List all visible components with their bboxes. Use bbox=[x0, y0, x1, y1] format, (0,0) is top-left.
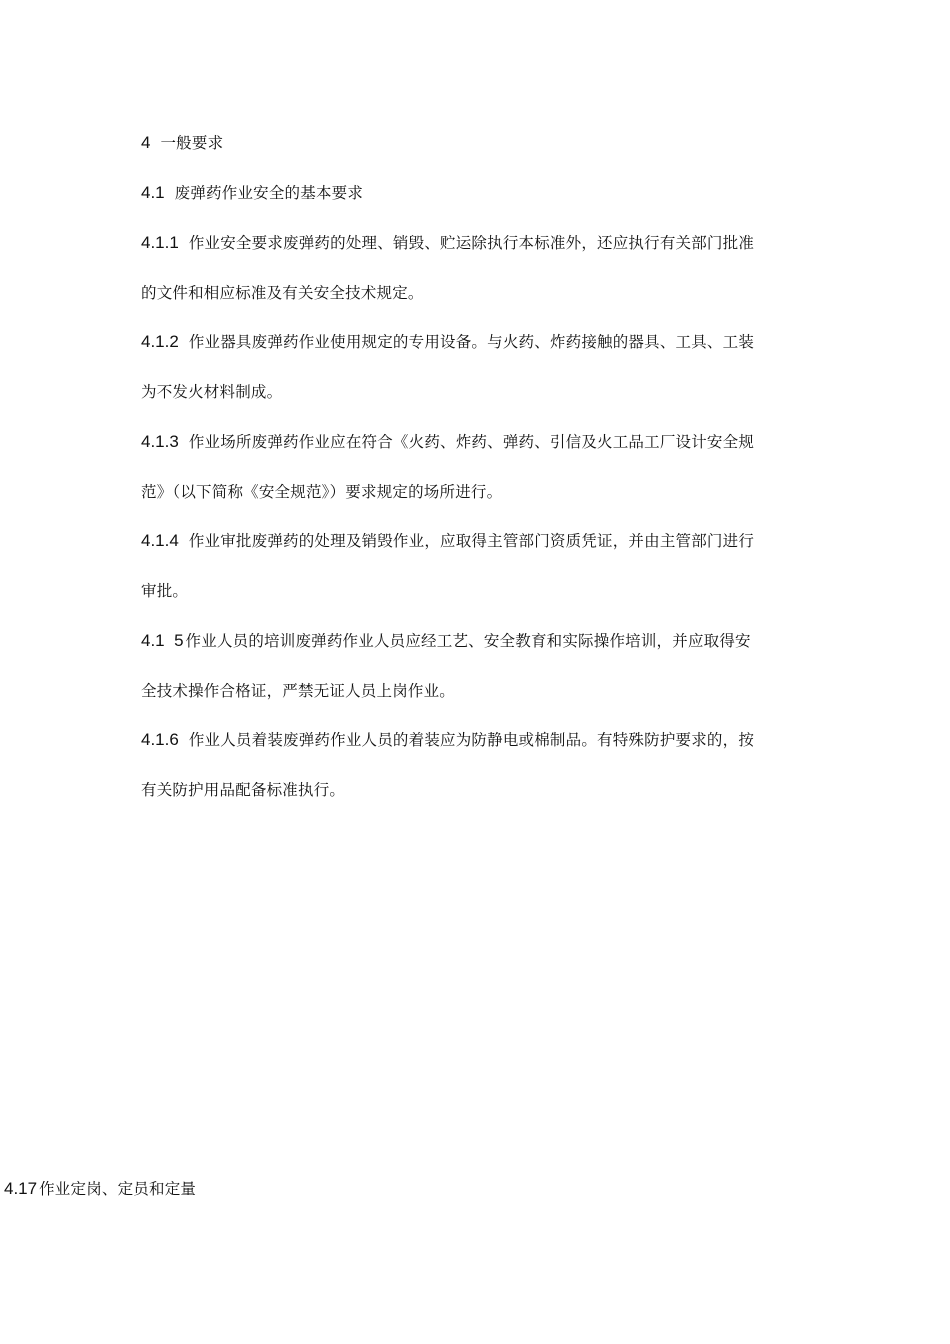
section-text: 全技术操作合格证，严禁无证人员上岗作业。 bbox=[141, 682, 456, 700]
footer-item-number: 4.17 bbox=[4, 1179, 38, 1198]
footer-item-text: 作业定岗、定员和定量 bbox=[39, 1180, 197, 1198]
section-4-1-1-line1 bbox=[141, 233, 754, 253]
footer-item-4-17 bbox=[4, 1179, 196, 1199]
section-4-1-2-line1 bbox=[141, 332, 754, 352]
section-text: 有关防护用品配备标准执行。 bbox=[141, 781, 346, 799]
section-number: 4.1.4 bbox=[141, 531, 179, 550]
section-number: 4.1.3 bbox=[141, 432, 179, 451]
heading-4-1 bbox=[141, 183, 363, 203]
section-4-1-3-line2 bbox=[141, 482, 502, 502]
section-number: 4.1.6 bbox=[141, 730, 179, 749]
section-4-1-4-line2 bbox=[141, 581, 188, 601]
section-4-1-5-line1 bbox=[141, 631, 751, 651]
section-text: 审批。 bbox=[141, 582, 189, 600]
heading-4-text: 一般要求 bbox=[160, 134, 224, 152]
section-text: 的文件和相应标准及有关安全技术规定。 bbox=[141, 284, 424, 302]
heading-4 bbox=[141, 133, 223, 153]
section-4-1-3-line1 bbox=[141, 432, 754, 452]
section-number: 4.1.1 bbox=[141, 233, 179, 252]
section-4-1-6-line2 bbox=[141, 780, 345, 800]
heading-4-1-text: 废弹药作业安全的基本要求 bbox=[174, 184, 364, 202]
section-4-1-6-line1 bbox=[141, 730, 754, 750]
section-4-1-1-line2 bbox=[141, 283, 424, 303]
section-text: 作业场所废弹药作业应在符合《火药、炸药、弹药、引信及火工品工厂设计安全规 bbox=[188, 433, 755, 451]
heading-4-number: 4 bbox=[141, 133, 151, 152]
section-text: 作业人员着装废弹药作业人员的着装应为防静电或棉制品。有特殊防护要求的，按 bbox=[188, 731, 755, 749]
section-text: 作业审批废弹药的处理及销毁作业，应取得主管部门资质凭证，并由主管部门进行 bbox=[188, 532, 755, 550]
section-4-1-2-line2 bbox=[141, 382, 282, 402]
heading-4-1-number: 4.1 bbox=[141, 183, 165, 202]
section-text: 范》（以下简称《安全规范》）要求规定的场所进行。 bbox=[141, 483, 503, 501]
section-text: 作业器具废弹药作业使用规定的专用设备。与火药、炸药接触的器具、工具、工装 bbox=[188, 333, 755, 351]
section-text: 作业安全要求废弹药的处理、销毁、贮运除执行本标准外，还应执行有关部门批准 bbox=[188, 234, 755, 252]
section-4-1-4-line1 bbox=[141, 531, 754, 551]
section-text: 为不发火材料制成。 bbox=[141, 383, 283, 401]
section-4-1-5-line2 bbox=[141, 681, 455, 701]
section-number: 4.1 5 bbox=[141, 631, 184, 650]
section-text: 作业人员的培训废弹药作业人员应经工艺、安全教育和实际操作培训，并应取得安 bbox=[185, 632, 751, 650]
section-number: 4.1.2 bbox=[141, 332, 179, 351]
